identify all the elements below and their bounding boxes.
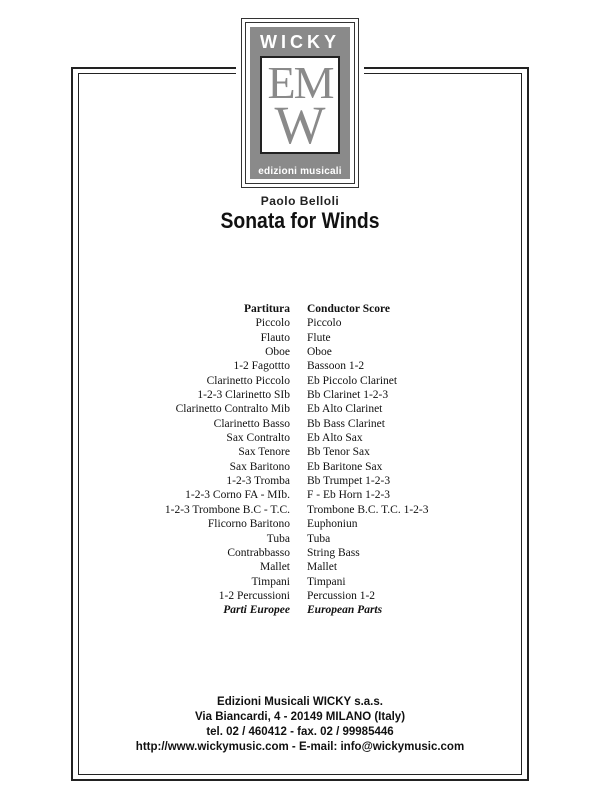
instrument-english: Bassoon 1-2 — [307, 360, 365, 373]
instrument-english: Eb Alto Clarinet — [307, 403, 383, 416]
instrument-header-english: Conductor Score — [307, 303, 390, 315]
instrument-english: Bb Tenor Sax — [307, 446, 370, 459]
instrument-row — [0, 503, 600, 517]
instrument-italian: Flauto — [260, 331, 290, 344]
instrument-row — [0, 431, 600, 445]
instrument-row — [0, 474, 600, 488]
publisher-info — [0, 695, 600, 755]
instrument-row — [0, 488, 600, 502]
instrument-footer-english: European Parts — [307, 604, 383, 617]
instrument-english: Eb Alto Sax — [307, 432, 363, 445]
instrument-english: Percussion 1-2 — [307, 589, 376, 602]
instrument-footer-row — [0, 603, 600, 617]
instrument-row — [0, 546, 600, 560]
instrument-english: F - Eb Horn 1-2-3 — [307, 489, 391, 502]
instrument-italian: Tuba — [266, 532, 290, 545]
instrument-italian: Piccolo — [255, 317, 290, 330]
instrument-english: Bb Trumpet 1-2-3 — [307, 475, 391, 488]
instrument-italian: 1-2-3 Clarinetto SIb — [197, 389, 290, 402]
instrument-italian: Contrabbasso — [227, 546, 290, 559]
publisher-phone: tel. 02 / 460412 - fax. 02 / 99985446 — [206, 726, 394, 738]
instrument-english: Mallet — [307, 561, 338, 574]
instrument-header-row — [0, 302, 600, 316]
instrument-list — [0, 302, 600, 618]
instrument-english: Euphoniun — [307, 518, 358, 531]
instrument-english: Piccolo — [307, 317, 342, 330]
piece-title: Sonata for Winds — [220, 208, 380, 233]
instrument-italian: Clarinetto Basso — [213, 417, 290, 430]
instrument-row — [0, 532, 600, 546]
instrument-english: Trombone B.C. T.C. 1-2-3 — [307, 503, 429, 516]
instrument-italian: Sax Baritono — [229, 460, 290, 473]
publisher-web: http://www.wickymusic.com - E-mail: info@wickymusic.com — [135, 741, 465, 753]
composer-name: Paolo Belloli — [260, 194, 340, 208]
instrument-english: Bb Bass Clarinet — [307, 417, 385, 430]
instrument-row — [0, 402, 600, 416]
instrument-row — [0, 560, 600, 574]
instrument-row — [0, 589, 600, 603]
publisher-name: Edizioni Musicali WICKY s.a.s. — [217, 696, 383, 708]
instrument-italian: Sax Contralto — [226, 432, 290, 445]
instrument-english: Timpani — [307, 575, 346, 588]
instrument-english: Eb Baritone Sax — [307, 460, 383, 473]
instrument-italian: Oboe — [265, 346, 290, 359]
instrument-row — [0, 388, 600, 402]
instrument-italian: Sax Tenore — [238, 446, 290, 459]
instrument-italian: Clarinetto Contralto Mib — [175, 403, 290, 416]
publisher-logo — [241, 18, 359, 188]
instrument-english: Tuba — [307, 532, 331, 545]
instrument-italian: 1-2 Fagottto — [233, 360, 290, 373]
instrument-row — [0, 445, 600, 459]
instrument-header-italian: Partitura — [244, 303, 290, 315]
instrument-row — [0, 575, 600, 589]
instrument-row — [0, 345, 600, 359]
instrument-row — [0, 316, 600, 330]
instrument-english: String Bass — [307, 546, 360, 559]
instrument-row — [0, 460, 600, 474]
instrument-italian: 1-2-3 Tromba — [226, 475, 290, 488]
instrument-italian: Clarinetto Piccolo — [206, 374, 290, 387]
instrument-italian: 1-2-3 Corno FA - MIb. — [185, 489, 290, 502]
logo-monogram-em: EM — [267, 57, 333, 108]
instrument-footer-italian: Parti Europee — [223, 604, 290, 617]
instrument-italian: 1-2 Percussioni — [218, 589, 290, 602]
instrument-italian: 1-2-3 Trombone B.C - T.C. — [164, 503, 290, 516]
instrument-row — [0, 359, 600, 373]
logo-monogram-w: W — [274, 95, 326, 155]
instrument-row — [0, 417, 600, 431]
instrument-row — [0, 374, 600, 388]
publisher-address: Via Biancardi, 4 - 20149 MILANO (Italy) — [194, 711, 406, 723]
instrument-english: Flute — [307, 331, 331, 344]
logo-tagline: edizioni musicali — [258, 166, 342, 177]
instrument-row — [0, 331, 600, 345]
instrument-italian: Flicorno Baritono — [207, 518, 290, 531]
instrument-english: Bb Clarinet 1-2-3 — [307, 389, 389, 402]
instrument-english: Eb Piccolo Clarinet — [307, 374, 398, 387]
instrument-italian: Timpani — [251, 575, 290, 588]
instrument-rows — [0, 316, 600, 603]
logo-grey-panel — [250, 27, 350, 179]
logo-monogram-box — [260, 56, 340, 154]
instrument-row — [0, 517, 600, 531]
instrument-italian: Mallet — [259, 561, 290, 574]
logo-brand-text: WICKY — [260, 32, 340, 52]
instrument-english: Oboe — [307, 346, 332, 359]
